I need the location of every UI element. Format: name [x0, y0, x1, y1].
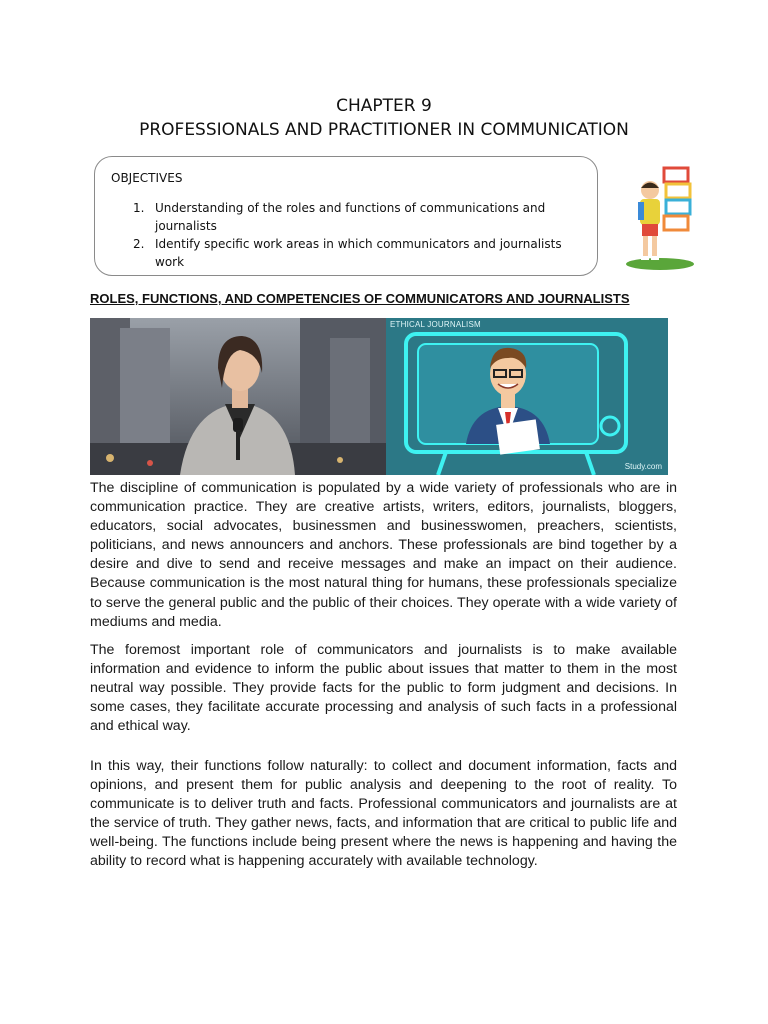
- objective-item: [111, 235, 571, 271]
- news-reporter-photo: [90, 318, 386, 475]
- student-with-blocks-illustration: [624, 164, 700, 272]
- body-paragraph: In this way, their functions follow naturally: to collect and document information, facts and opinions, and present them for public analysis and deepening to the root of reality. To communicate is to deliver truth and facts. Professional communicators and journalists are at the service of truth. They gather news, facts, and information that are critical to public life and well-being. The functions include being present where the news is happening and having the ability to record what is happening accurately with available technology.: [90, 758, 677, 870]
- body-paragraph: The foremost important role of communicators and journalists is to make available information and evidence to inform the public about issues that matter to them in the most neutral way possible. They provide facts for the public to form judgment and decisions. In some cases, they facilitate accurate processing and analysis of such facts in a professional and ethical way.: [90, 642, 677, 735]
- section-heading: ROLES, FUNCTIONS, AND COMPETENCIES OF COMMUNICATORS AND JOURNALISTS: [90, 291, 630, 306]
- tv-anchor-image: [386, 318, 668, 475]
- objectives-list: [111, 199, 571, 271]
- body-paragraph: The discipline of communication is populated by a wide variety of professionals who are in communication practice. They are creative artists, writers, editors, journalists, bloggers, educators, social advocates, businessmen and businesswomen, preachers, scientists, politicians, and news announcers and anchors. These professionals are bind together by a desire and dive to send and receive messages and make an impact on their audience. Because communication is the most natural thing for humans, these professionals specialize to serve the general public and the public of their choices. They operate with a wide variety of mediums and media.: [90, 480, 677, 630]
- chapter-number: CHAPTER 9: [336, 96, 432, 116]
- objectives-box: [94, 156, 598, 276]
- objective-item: [111, 199, 571, 235]
- chapter-title: [0, 94, 768, 142]
- objective-number: 2.: [133, 237, 145, 251]
- study-watermark: Study.com: [624, 462, 662, 471]
- objective-number: 1.: [133, 201, 145, 215]
- chapter-name: PROFESSIONALS AND PRACTITIONER IN COMMUNICATION: [139, 120, 629, 140]
- ethical-journalism-illustration: [386, 318, 668, 475]
- objective-text: Understanding of the roles and functions of communications and journalists: [155, 201, 546, 233]
- ethical-journalism-label: ETHICAL JOURNALISM: [390, 320, 481, 329]
- objectives-heading: OBJECTIVES: [111, 171, 183, 185]
- objective-text: Identify specific work areas in which communicators and journalists work: [155, 237, 562, 269]
- news-reporter-image: [90, 318, 386, 475]
